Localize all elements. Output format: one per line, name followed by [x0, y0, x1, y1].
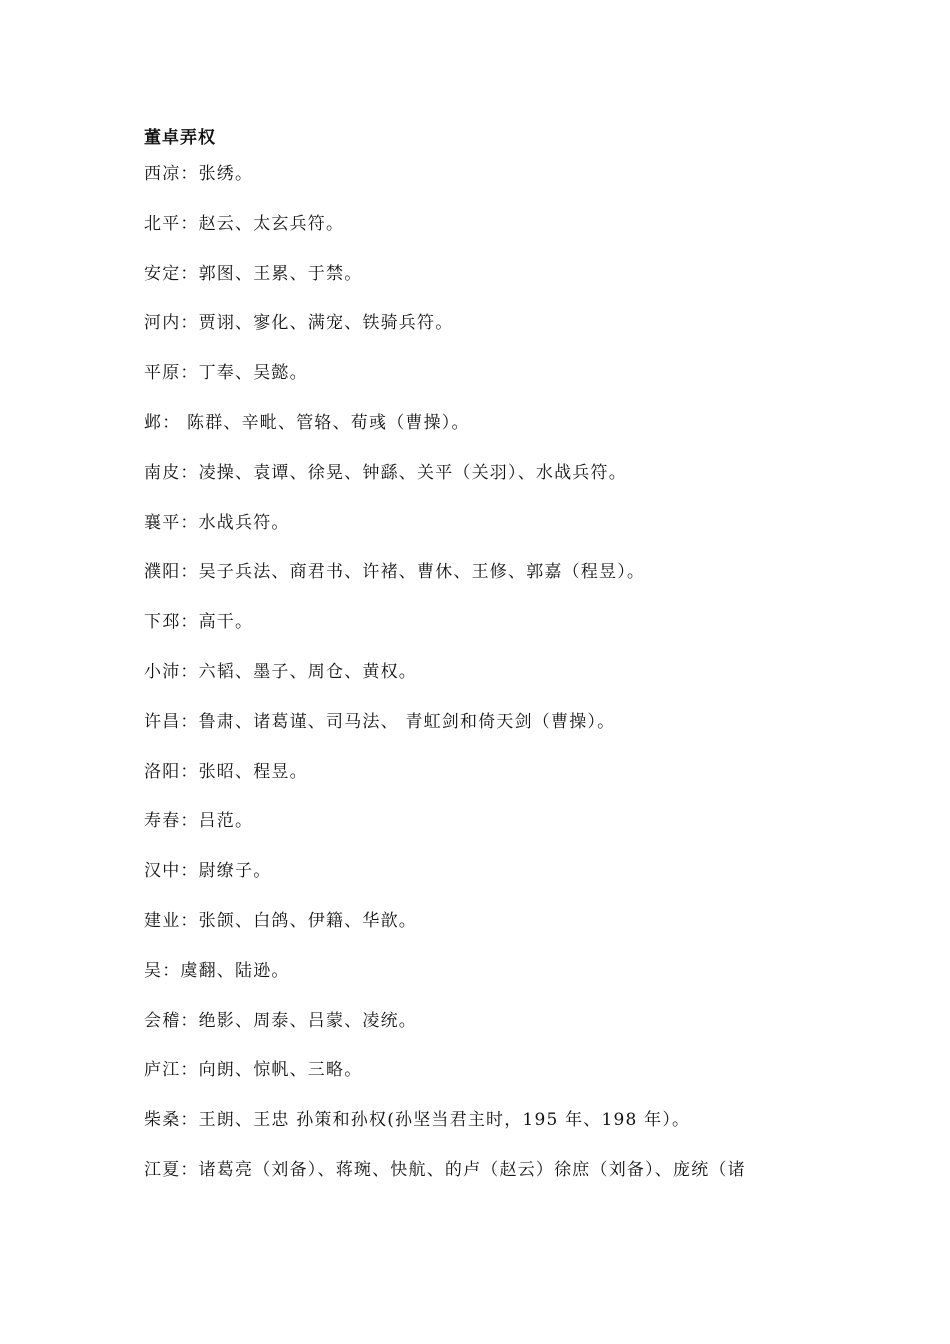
text-line: 襄平：水战兵符。 [144, 512, 290, 533]
text-line: 河内：贾诩、寥化、满宠、铁骑兵符。 [144, 313, 454, 334]
text-line: 柴桑：王朗、王忠 孙策和孙权(孙坚当君主时，195 年、198 年）。 [144, 1110, 691, 1131]
text-line: 会稽：绝影、周泰、吕蒙、凌统。 [144, 1010, 417, 1031]
text-line: 汉中：尉缭子。 [144, 861, 272, 882]
text-line: 洛阳：张昭、程昱。 [144, 761, 308, 782]
text-line: 建业：张颌、白鸽、伊籍、华歆。 [144, 910, 417, 931]
text-line: 江夏：诸葛亮（刘备）、蒋琬、快航、的卢（赵云）徐庶（刘备）、庞统（诸 [144, 1159, 746, 1180]
text-line: 安定：郭图、王累、于禁。 [144, 263, 363, 284]
document-body [144, 162, 844, 1208]
text-line: 许昌：鲁肃、诸葛谨、司马法、 青虹剑和倚天剑（曹操）。 [144, 711, 616, 732]
text-line: 寿春：吕范。 [144, 811, 254, 832]
text-line: 下邳：高干。 [144, 612, 254, 633]
document-title: 董卓弄权 [144, 128, 216, 148]
text-line: 邺： 陈群、辛毗、管辂、荀彧（曹操）。 [144, 412, 470, 433]
text-line: 庐江：向朗、惊帆、三略。 [144, 1060, 363, 1081]
text-line: 濮阳：吴子兵法、商君书、许褚、曹休、王修、郭嘉（程昱）。 [144, 562, 646, 583]
text-line: 西凉：张绣。 [144, 164, 254, 184]
text-line: 平原：丁奉、吴懿。 [144, 363, 308, 384]
text-line: 南皮：凌操、袁谭、徐晃、钟繇、关平（关羽）、水战兵符。 [144, 462, 627, 483]
text-line: 小沛：六韬、墨子、周仓、黄权。 [144, 661, 417, 682]
text-line: 吴：虞翻、陆逊。 [144, 960, 290, 981]
text-line: 北平：赵云、太玄兵符。 [144, 213, 345, 234]
